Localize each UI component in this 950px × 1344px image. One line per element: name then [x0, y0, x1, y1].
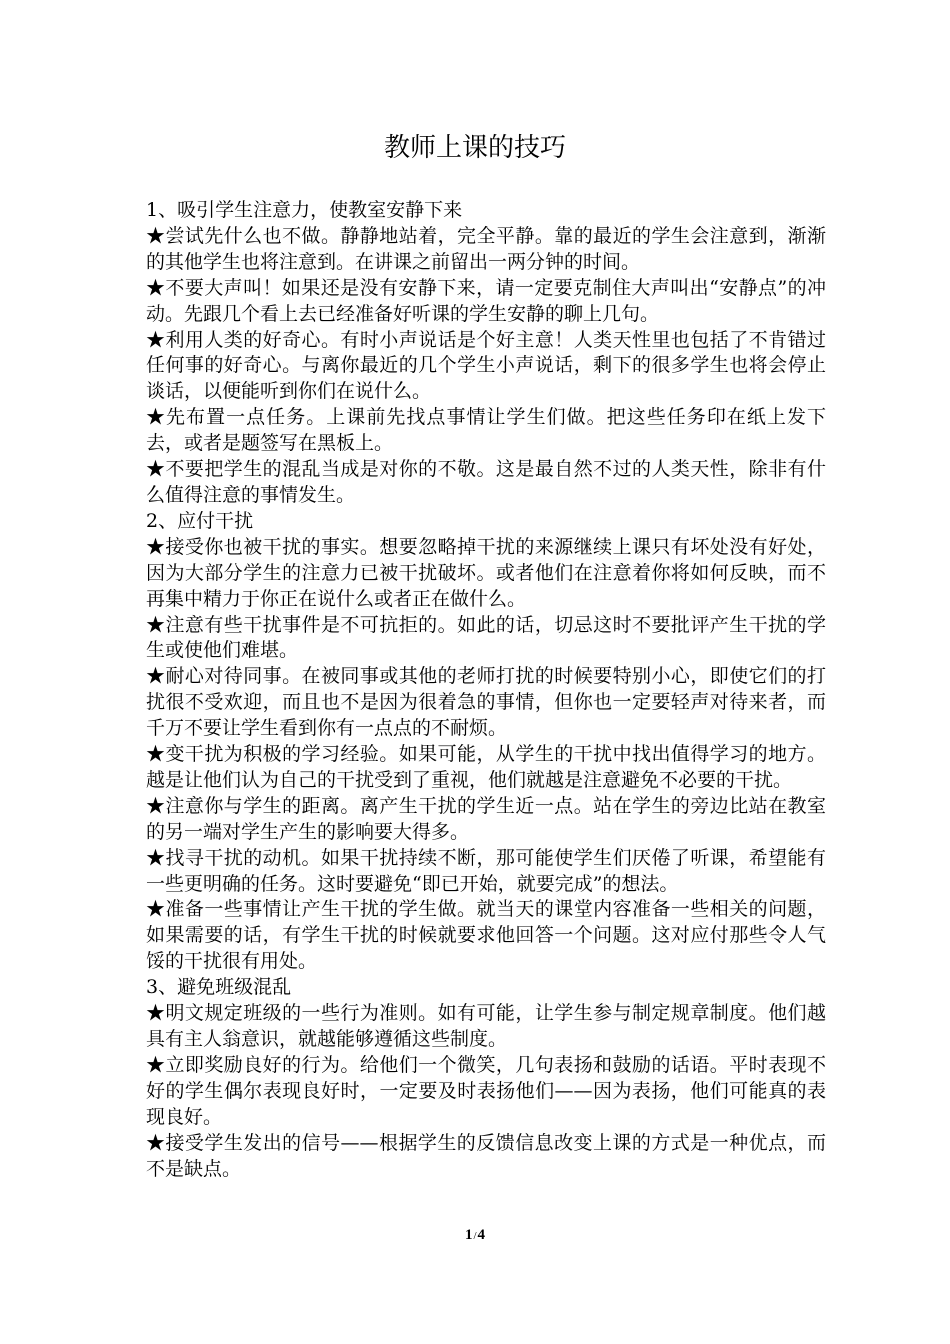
paragraph: ★变干扰为积极的学习经验。如果可能，从学生的干扰中找出值得学习的地方。越是让他们认为自己的干扰受到了重视，他们就越是注意避免不必要的干扰。: [146, 743, 826, 791]
paragraph: ★接受学生发出的信号——根据学生的反馈信息改变上课的方式是一种优点，而不是缺点。: [146, 1131, 826, 1180]
paragraph: ★不要大声叫！如果还是没有安静下来，请一定要克制住大声叫出“安静点”的冲动。先跟几个看上去已经准备好听课的学生安静的聊上几句。: [146, 276, 826, 325]
paragraph: ★找寻干扰的动机。如果干扰持续不断，那可能使学生们厌倦了听课，希望能有一些更明确的任务。这时要避免“即已开始，就要完成”的想法。: [146, 846, 826, 895]
paragraph: ★尝试先什么也不做。静静地站着，完全平静。靠的最近的学生会注意到，渐渐的其他学生也将注意到。在讲课之前留出一两分钟的时间。: [146, 224, 826, 273]
document-body: [146, 198, 826, 1182]
paragraph: ★利用人类的好奇心。有时小声说话是个好主意！人类天性里也包括了不肯错过任何事的好奇心。与离你最近的几个学生小声说话，剩下的很多学生也将会停止谈话，以便能听到你们在说什么。: [146, 328, 826, 403]
section-heading: 2、应付干扰: [146, 509, 254, 532]
document-title: 教师上课的技巧: [383, 133, 566, 163]
paragraph: ★耐心对待同事。在被同事或其他的老师打扰的时候要特别小心，即使它们的打扰很不受欢迎，而且也不是因为很着急的事情，但你也一定要轻声对待来者，而千万不要让学生看到你有一点点的不耐烦。: [146, 665, 826, 740]
paragraph: ★立即奖励良好的行为。给他们一个微笑，几句表扬和鼓励的话语。平时表现不好的学生偶尔表现良好时，一定要及时表扬他们——因为表扬，他们可能真的表现良好。: [146, 1053, 826, 1128]
total-pages-number: 4: [477, 1227, 486, 1243]
paragraph: ★不要把学生的混乱当成是对你的不敬。这是最自然不过的人类天性，除非有什么值得注意的事情发生。: [146, 458, 826, 506]
paragraph: ★准备一些事情让产生干扰的学生做。就当天的课堂内容准备一些相关的问题，如果需要的话，有学生干扰的时候就要求他回答一个问题。这对应付那些令人气馁的干扰很有用处。: [146, 898, 826, 973]
section-heading: 1、吸引学生注意力，使教室安静下来: [146, 199, 463, 221]
current-page-number: 1: [464, 1227, 473, 1243]
paragraph: ★注意有些干扰事件是不可抗拒的。如此的话，切忌这时不要批评产生干扰的学生或使他们难堪。: [146, 613, 826, 662]
paragraph: ★注意你与学生的距离。离产生干扰的学生近一点。站在学生的旁边比站在教室的另一端对学生产生的影响要大得多。: [146, 794, 826, 843]
paragraph: ★接受你也被干扰的事实。想要忽略掉干扰的来源继续上课只有坏处没有好处，因为大部分学生的注意力已被干扰破坏。或者他们在注意着你将如何反映，而不再集中精力于你正在说什么或者正在做什么。: [146, 535, 826, 610]
page-number-footer: [0, 1227, 950, 1244]
page-separator: /: [473, 1230, 477, 1242]
paragraph: ★先布置一点任务。上课前先找点事情让学生们做。把这些任务印在纸上发下去，或者是题签写在黑板上。: [146, 406, 826, 455]
section-heading: 3、避免班级混乱: [146, 976, 292, 999]
paragraph: ★明文规定班级的一些行为准则。如有可能，让学生参与制定规章制度。他们越具有主人翁意识，就越能够遵循这些制度。: [146, 1002, 826, 1050]
